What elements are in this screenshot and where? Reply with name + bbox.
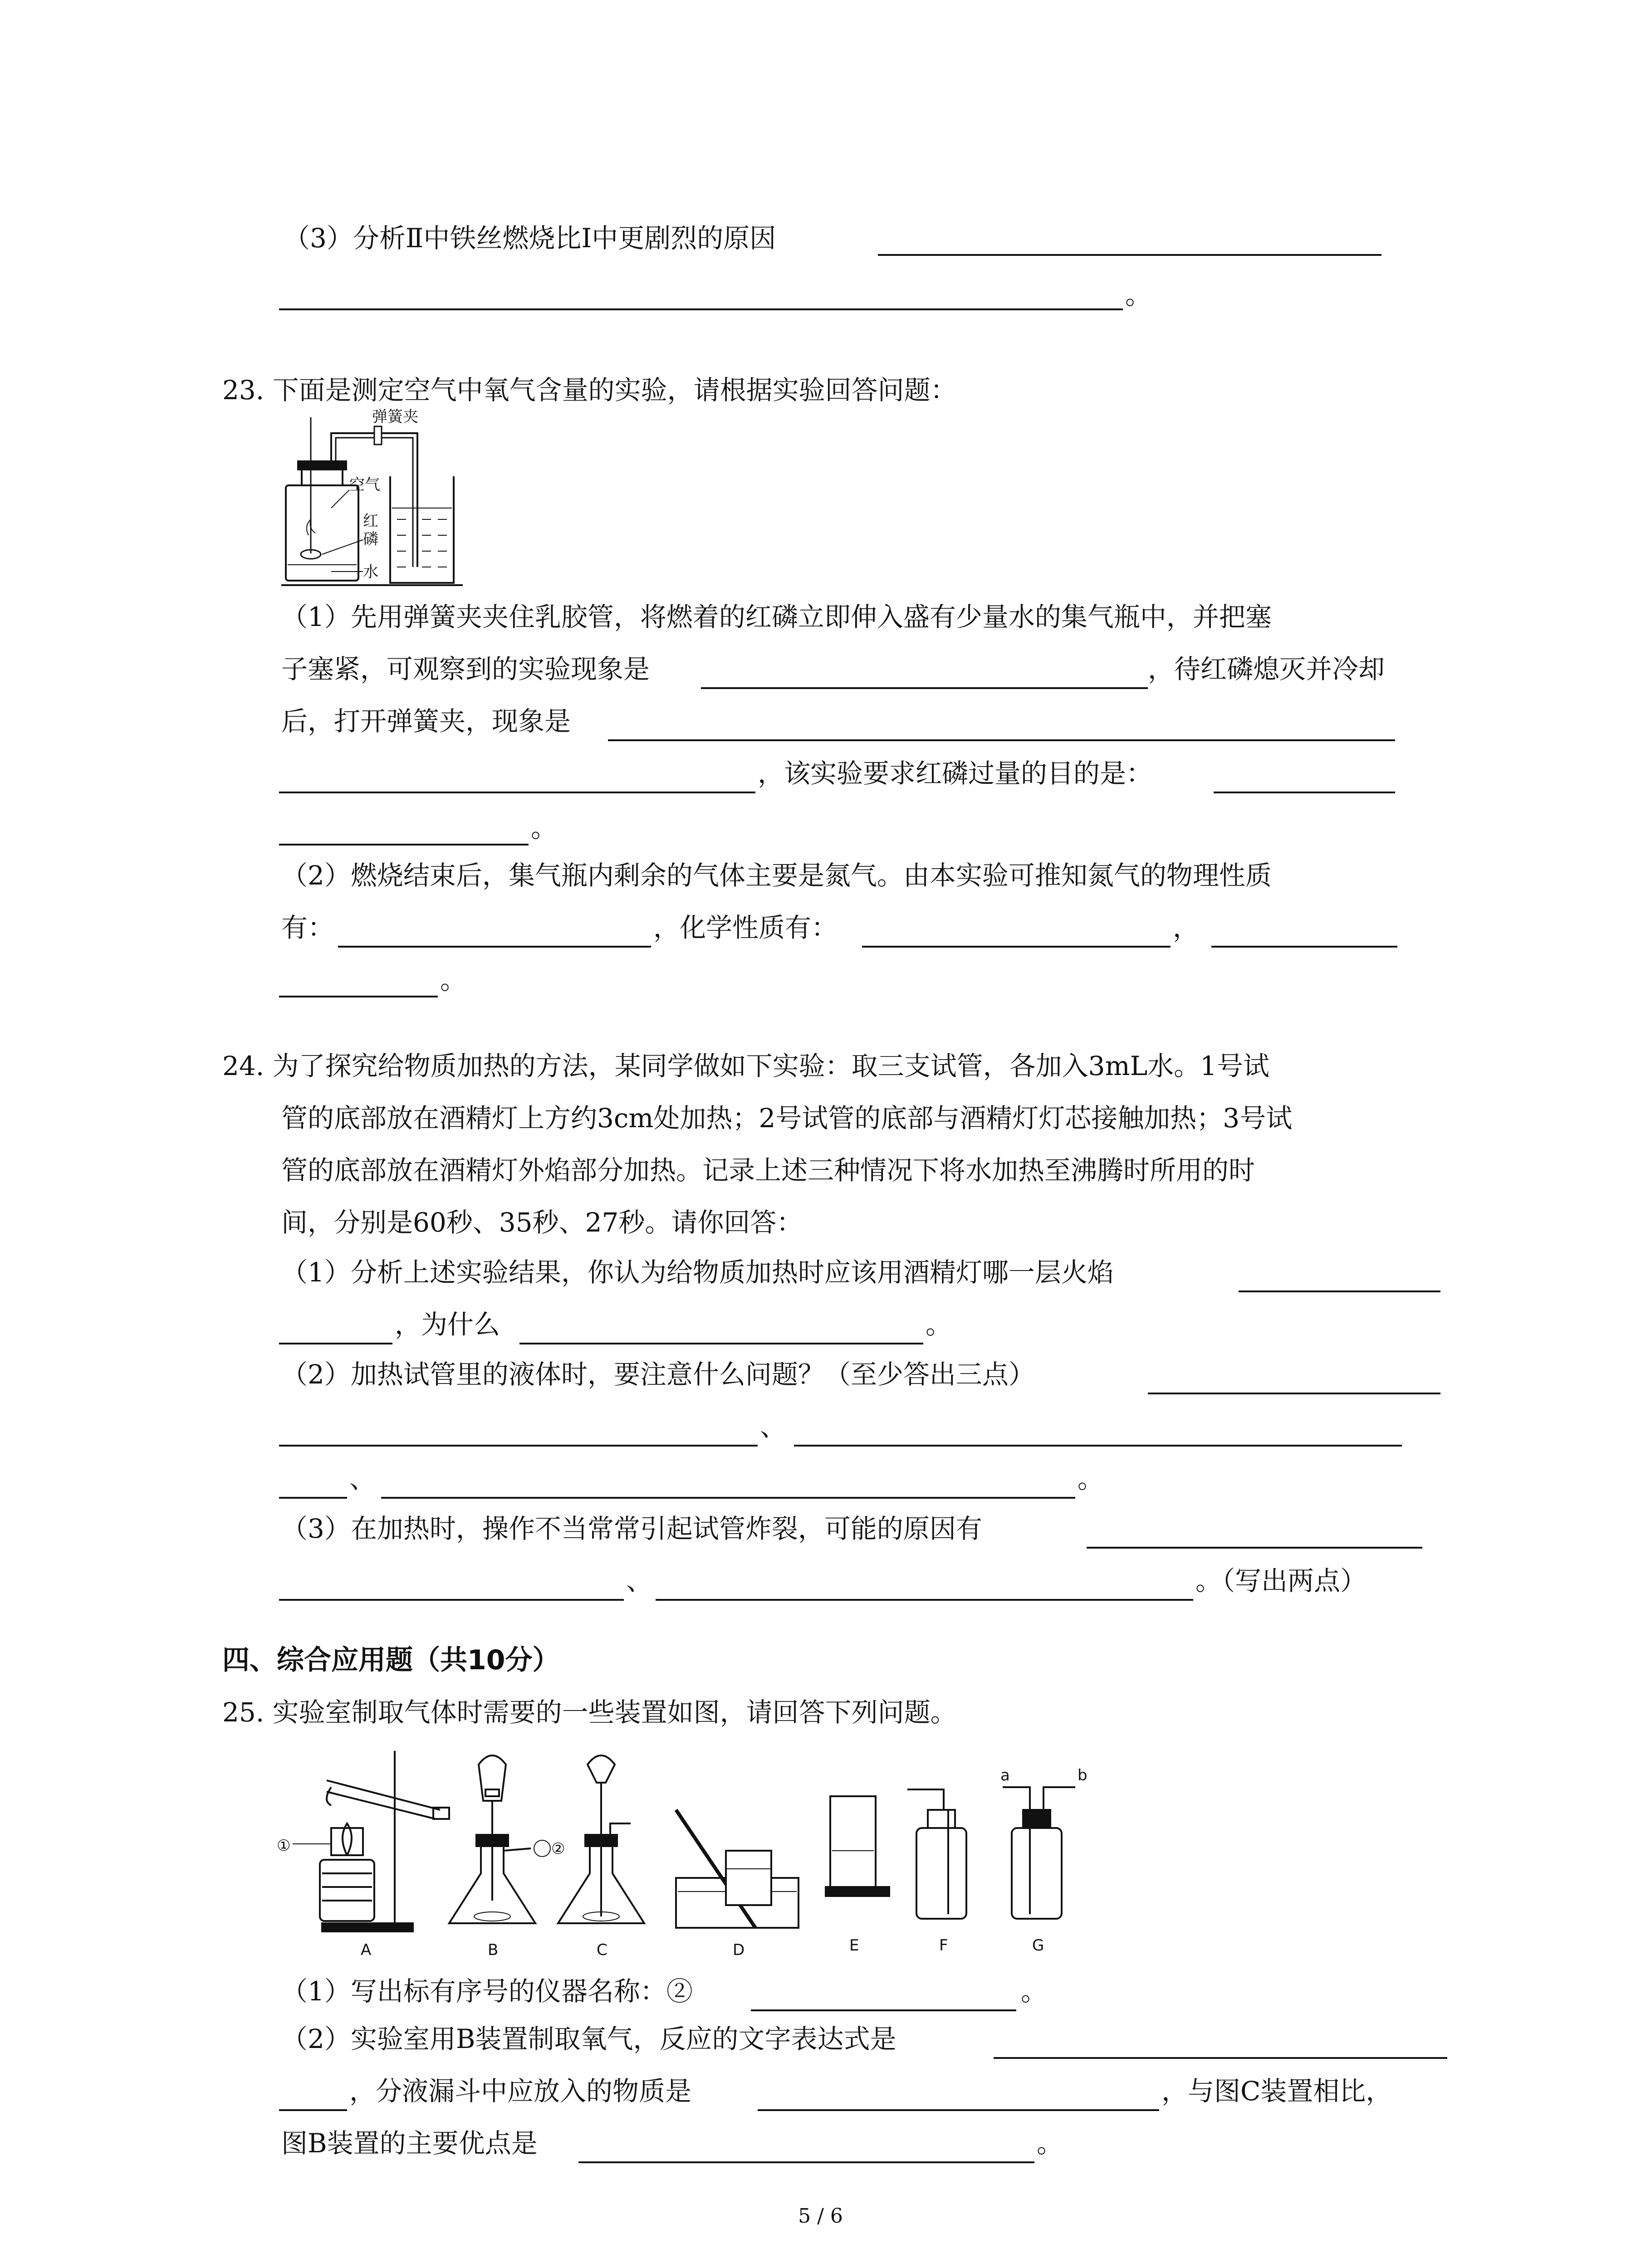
label-C: C bbox=[597, 1941, 607, 1959]
q24-sep-1: 、 bbox=[760, 1411, 787, 1442]
q25-part2-compare: ，与图C装置相比， bbox=[1161, 2076, 1392, 2107]
q23-part2-comma: ， bbox=[1173, 912, 1200, 943]
q25-part2-line3: 图B装置的主要优点是 bbox=[281, 2128, 538, 2159]
q25-part2-line1: （2）实验室用B装置制取氧气，反应的文字表达式是 bbox=[281, 2024, 896, 2054]
q24-blank-note-2b[interactable] bbox=[279, 1497, 347, 1499]
label-G: G bbox=[1032, 1936, 1044, 1955]
q25-blank-instrument[interactable] bbox=[751, 2009, 1016, 2011]
water-label: 水 bbox=[363, 563, 378, 581]
section-4-heading: 四、综合应用题（共10分） bbox=[222, 1644, 560, 1676]
q25-blank-equation-2[interactable] bbox=[279, 2109, 347, 2111]
q24-blank-note-2[interactable] bbox=[794, 1445, 1402, 1447]
q24-part2-period: 。 bbox=[1078, 1463, 1104, 1494]
q24-blank-crack-2[interactable] bbox=[656, 1599, 1193, 1601]
q23-part1-line1: （1）先用弹簧夹夹住乳胶管，将燃着的红磷立即伸入盛有少量水的集气瓶中，并把塞 bbox=[281, 601, 1272, 632]
q24-sep-2: 、 bbox=[349, 1463, 376, 1494]
q23-blank-physical[interactable] bbox=[338, 946, 651, 948]
q25-part1-period: 。 bbox=[1021, 1976, 1048, 2007]
q24-part2-line1: （2）加热试管里的液体时，要注意什么问题？（至少答出三点） bbox=[281, 1359, 1035, 1390]
q24-stem-2: 管的底部放在酒精灯上方约3cm处加热；2号试管的底部与酒精灯灯芯接触加热；3号试 bbox=[281, 1103, 1293, 1134]
q24-blank-flame[interactable] bbox=[1239, 1290, 1440, 1292]
label-2: ② bbox=[551, 1840, 565, 1858]
q24-blank-note-1b[interactable] bbox=[279, 1445, 758, 1447]
q24-blank-note-3[interactable] bbox=[381, 1497, 1075, 1499]
q25-part1-text: （1）写出标有序号的仪器名称：② bbox=[281, 1976, 693, 2007]
label-E: E bbox=[849, 1936, 859, 1955]
q23-part1-line3: 后，打开弹簧夹，现象是 bbox=[281, 706, 571, 737]
q22-part3-text: （3）分析Ⅱ中铁丝燃烧比Ⅰ中更剧烈的原因 bbox=[284, 223, 776, 254]
q23-blank-chemical-1[interactable] bbox=[862, 946, 1171, 948]
q23-part2-line1: （2）燃烧结束后，集气瓶内剩余的气体主要是氮气。由本实验可推知氮气的物理性质 bbox=[281, 860, 1272, 891]
q24-part1-why: ，为什么 bbox=[395, 1309, 500, 1340]
air-label: 空气 bbox=[349, 476, 380, 494]
clip-label: 弹簧夹 bbox=[372, 408, 418, 426]
q24-stem-4: 间，分别是60秒、35秒、27秒。请你回答： bbox=[281, 1207, 803, 1238]
q23-part1-period: 。 bbox=[531, 812, 558, 843]
q23-blank-open-clip[interactable] bbox=[608, 739, 1395, 741]
q23-blank-purpose-2[interactable] bbox=[279, 844, 529, 846]
label-A: A bbox=[361, 1941, 372, 1959]
q24-blank-crack-1b[interactable] bbox=[279, 1599, 624, 1601]
label-1: ① bbox=[277, 1837, 291, 1855]
q25-stem: 25. 实验室制取气体时需要的一些装置如图，请回答下列问题。 bbox=[222, 1697, 957, 1728]
q23-blank-phenomenon[interactable] bbox=[701, 687, 1148, 689]
q23-blank-chemical-3[interactable] bbox=[279, 996, 438, 997]
q24-sep-3: 、 bbox=[626, 1565, 653, 1596]
label-b: b bbox=[1078, 1766, 1087, 1784]
q25-part2-period: 。 bbox=[1037, 2128, 1063, 2159]
q25-blank-equation[interactable] bbox=[994, 2057, 1447, 2059]
q24-part1-period: 。 bbox=[926, 1309, 952, 1340]
q24-blank-crack-1[interactable] bbox=[1087, 1547, 1422, 1549]
page-number: 5 / 6 bbox=[798, 2204, 843, 2228]
q25-apparatus-figure bbox=[277, 1737, 1112, 1960]
q25-part2-line2: ，分液漏斗中应放入的物质是 bbox=[349, 2076, 692, 2107]
q24-part1-line1: （1）分析上述实验结果，你认为给物质加热时应该用酒精灯哪一层火焰 bbox=[281, 1257, 1114, 1288]
label-B: B bbox=[488, 1941, 499, 1959]
q23-part1-line2: 子塞紧，可观察到的实验现象是 bbox=[281, 654, 650, 684]
q25-blank-advantage[interactable] bbox=[578, 2161, 1034, 2163]
q24-blank-note-1[interactable] bbox=[1148, 1393, 1440, 1394]
q23-part2-line2: 有： bbox=[281, 912, 334, 943]
q24-part3-line1: （3）在加热时，操作不当常常引起试管炸裂，可能的原因有 bbox=[281, 1513, 982, 1544]
q24-blank-flame-2[interactable] bbox=[279, 1343, 392, 1344]
q24-blank-reason[interactable] bbox=[519, 1343, 923, 1344]
q23-stem: 23. 下面是测定空气中氧气含量的实验，请根据实验回答问题： bbox=[222, 375, 957, 406]
red-label: 红 bbox=[363, 512, 378, 530]
label-F: F bbox=[939, 1936, 948, 1955]
q24-part3-end: 。（写出两点） bbox=[1195, 1565, 1367, 1596]
q23-part1-line2b: ，待红磷熄灭并冷却 bbox=[1148, 654, 1385, 684]
q23-blank-open-clip-2[interactable] bbox=[279, 792, 755, 793]
phosphorus-label: 磷 bbox=[363, 530, 378, 548]
q23-apparatus-figure bbox=[281, 408, 508, 599]
q23-blank-chemical-2[interactable] bbox=[1211, 946, 1397, 948]
q23-part2-chem: ，化学性质有： bbox=[653, 912, 838, 943]
q22-blank-1[interactable] bbox=[878, 254, 1381, 256]
q22-blank-2[interactable] bbox=[279, 308, 1123, 310]
q23-part1-line4: ，该实验要求红磷过量的目的是： bbox=[758, 758, 1153, 789]
q24-stem-1: 24. 为了探究给物质加热的方法，某同学做如下实验：取三支试管，各加入3mL水。1号试 bbox=[222, 1051, 1269, 1081]
q24-stem-3: 管的底部放在酒精灯外焰部分加热。记录上述三种情况下将水加热至沸腾时所用的时 bbox=[281, 1155, 1255, 1186]
q22-period: 。 bbox=[1125, 279, 1152, 310]
label-a: a bbox=[1000, 1766, 1010, 1784]
label-D: D bbox=[733, 1941, 745, 1959]
q25-blank-substance[interactable] bbox=[758, 2109, 1159, 2111]
q23-part2-period: 。 bbox=[440, 964, 467, 995]
q23-blank-purpose[interactable] bbox=[1214, 792, 1395, 793]
